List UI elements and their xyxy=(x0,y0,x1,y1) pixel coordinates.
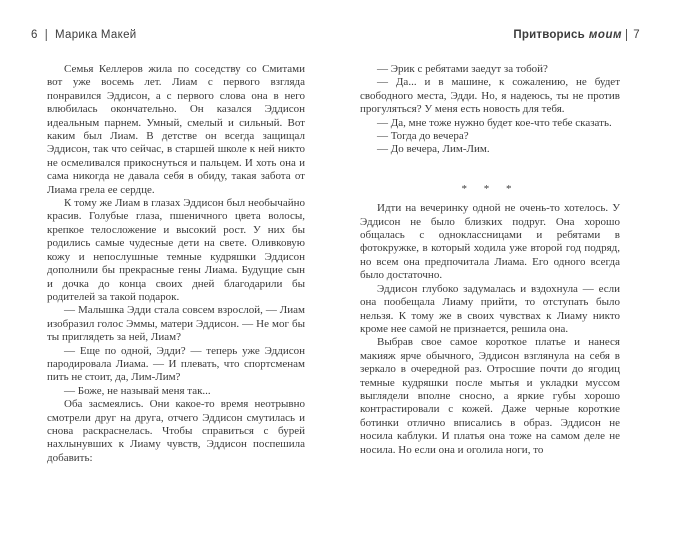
paragraph: К тому же Лиам в глазах Эддисон был необычайно красив. Голубые глаза, пшеничного цвета волосы, крепкое телосложение и высокий рост. У них бы родились самые чудесные дети на свете. Оливковую кожу и непослушные темные кудряшки Эддисон дополнили бы прекрасные гены Лиама. Будущие сын и дочка до конца своих дней благодарили бы родителей за такой подарок. xyxy=(47,197,305,303)
paragraph: Оба засмеялись. Они какое-то время неотрывно смотрели друг на друга, отчего Эддисон смутилась и снова раскраснелась. Чтобы справиться с бурей нахлынувших к Лиаму чувств, Эддисон поспешила добавить: xyxy=(47,398,305,464)
paragraph: — Тогда до вечера? xyxy=(377,130,469,143)
author-name: Марика Макей xyxy=(55,29,137,41)
right-page-narrative xyxy=(360,202,620,457)
paragraph: — Да... и в машине, к сожалению, не будет свободного места, Эдди. Но, я надеюсь, ты не против прогуляться? У меня есть новость для тебя. xyxy=(360,76,620,116)
paragraph: — Еще по одной, Эдди? — теперь уже Эддисон пародировала Лиама. — И плевать, что спортсменам пить не стоит, да, Лим-Лим? xyxy=(47,344,305,384)
paragraph: — Малышка Эдди стала совсем взрослой, — Лиам изобразил голос Эммы, матери Эддисон. — Не мог бы ты приглядеть за ней, Лиам? xyxy=(47,304,305,344)
right-page-text xyxy=(360,63,620,457)
header-separator: | xyxy=(44,28,48,42)
paragraph: Семья Келлеров жила по соседству со Смитами вот уже восемь лет. Лиам с первого взгляда понравился Эддисон, а с первого слова она в него влюбилась окончательно. Он казался Эддисон идеальным парнем. Умный, смелый и сильный. Вот каким был Лиам. В детстве он всегда защищал Эддисон, так что сейчас, в старшей школе к ней никто не осмеливался прикоснуться и пальцем. И хоть она и сама никогда не давала себя в обиду, такая забота от Лиама грела ее сердце. xyxy=(47,63,305,196)
right-page-number: 7 xyxy=(633,29,640,41)
paragraph: — Да, мне тоже нужно будет кое-что тебе сказать. xyxy=(377,116,612,129)
paragraph: Эддисон глубоко задумалась и вздохнула — если она пообещала Лиаму прийти, то отступать было нельзя. К тому же в своих чувствах к Лиаму никто кроме нее самой не признается, решила она. xyxy=(360,282,620,335)
right-page-dialogue xyxy=(360,63,620,157)
paragraph: — Эрик с ребятами заедут за тобой? xyxy=(377,63,548,75)
paragraph: — До вечера, Лим-Лим. xyxy=(377,143,490,156)
header-separator: | xyxy=(625,28,629,42)
left-page-text xyxy=(47,63,305,465)
scene-break-separator: * * * xyxy=(461,182,519,195)
book-title: Притворись xyxy=(513,29,585,41)
left-running-head xyxy=(31,28,136,42)
book-title-accent: моим xyxy=(588,29,622,41)
paragraph: — Боже, не называй меня так... xyxy=(64,384,211,397)
left-page-number: 6 xyxy=(31,29,38,41)
right-running-head xyxy=(513,28,640,42)
paragraph: Выбрав свое самое короткое платье и нанеся макияж ярче обычного, Эддисон взглянула на себя в зеркало в очередной раз. Отросшие почти до ягодиц темные кудряшки после мытья и укладки муссом выглядели вполне сносно, а яркие губы хорошо контрастировали с кожей. Даже черные короткие ботинки отлично вписались в образ. Эддисон не носила каблуки. И платья она тоже на самом деле не носила. Но если она и оголила ноги, то xyxy=(360,336,620,456)
paragraph: Идти на вечеринку одной не очень-то хотелось. У Эддисон не было близких подруг. Она хорошо общалась с одноклассницами и ребятами в фотокружке, в который ходила уже второй год подряд, но всем она предпочитала Лиама. Его одного всегда было достаточно. xyxy=(360,202,620,282)
